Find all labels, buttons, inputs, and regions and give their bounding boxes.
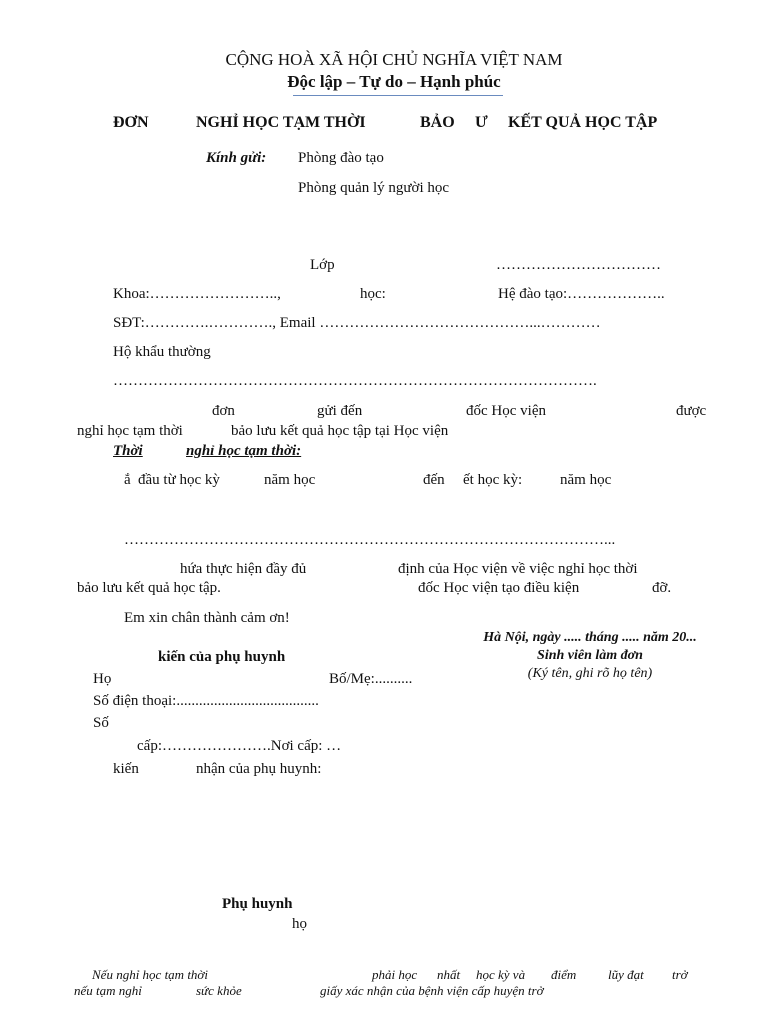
- recipient-student-affairs: Phòng quản lý người học: [298, 180, 450, 196]
- parent-opinion-label: kiến: [113, 761, 139, 777]
- signature-date: Hà Nội, ngày ..... tháng ..... năm 20...: [483, 630, 697, 645]
- promise-4: đốc Học viện tạo điều kiện: [418, 580, 580, 596]
- promise-2: định của Học viện về việc nghỉ học thời: [398, 561, 638, 577]
- recipient-label: Kính gửi:: [206, 150, 267, 166]
- parent-sign-title: Phụ huynh: [222, 896, 293, 912]
- parent-issue: cấp:………………….Nơi cấp: …: [137, 738, 342, 754]
- body-frag-don: đơn: [212, 403, 235, 419]
- body-frag-gui-den: gửi đến: [317, 403, 363, 419]
- faculty-field: Khoa:……………………..,: [113, 286, 281, 302]
- parent-id-label: Số: [93, 715, 109, 731]
- footnote-2a: nếu tạm nghỉ: [74, 983, 142, 998]
- promise-1: hứa thực hiện đầy đủ: [180, 561, 307, 577]
- time-label-2: nghỉ học tạm thời:: [186, 443, 302, 459]
- parent-sign-name: họ: [292, 916, 307, 932]
- signature-note: (Ký tên, ghi rõ họ tên): [527, 666, 653, 681]
- footnote-1d: học kỳ và: [476, 967, 526, 982]
- study-field: học:: [360, 286, 386, 302]
- program-field: Hệ đào tạo:………………..: [498, 286, 665, 302]
- body-frag-doc-hoc-vien: đốc Học viện: [466, 403, 546, 419]
- residence-label: Hộ khẩu thường: [113, 344, 211, 360]
- phone-email-field: SĐT:………….…………., Email ……………………………………...…………: [113, 315, 601, 331]
- title-nghi-hoc: NGHỈ HỌC TẠM THỜI: [196, 114, 366, 131]
- parent-opinion: nhận của phụ huynh:: [196, 761, 322, 777]
- parent-heading: kiến của phụ huynh: [158, 649, 286, 665]
- footnote-2b: sức khỏe: [196, 983, 242, 998]
- footnote-1a: Nếu nghỉ học tạm thời: [92, 967, 208, 982]
- footnote-1c: nhất: [437, 967, 461, 982]
- parent-name: Họ: [93, 671, 112, 687]
- end-label: đến: [423, 472, 445, 488]
- body-frag-bao-luu: bảo lưu kết quả học tập tại Học viện: [231, 423, 449, 439]
- footnote-1b: phải học: [372, 967, 418, 982]
- class-label: Lớp: [310, 257, 335, 273]
- start-year: năm học: [264, 472, 316, 488]
- promise-5: đỡ.: [652, 580, 672, 596]
- start-a: ắ: [124, 472, 131, 488]
- end-semester: ết học kỳ:: [463, 472, 523, 488]
- body-frag-nghi-hoc: nghỉ học tạm thời: [77, 423, 183, 439]
- time-label: Thời: [113, 443, 143, 459]
- parent-phone: Số điện thoại:......................................: [93, 693, 319, 709]
- title-ket-qua: KẾT QUẢ HỌC TẬP: [508, 114, 658, 131]
- footnote-1f: lũy đạt: [608, 967, 644, 982]
- footnote-2c: giấy xác nhận của bệnh viện cấp huyện trở: [320, 983, 544, 998]
- footnote-1e: điểm: [551, 967, 577, 982]
- body-frag-duoc: được: [676, 403, 707, 419]
- end-year: năm học: [560, 472, 612, 488]
- residence-dots: …………………………………………………………………………………….: [113, 373, 597, 389]
- start-semester: đầu từ học kỳ: [138, 472, 220, 488]
- footnote-1g: trở: [672, 967, 688, 982]
- title-bao: BẢO: [420, 114, 455, 131]
- title-don: ĐƠN: [113, 114, 149, 131]
- thanks-line: Em xin chân thành cảm ơn!: [124, 610, 290, 626]
- parent-relation: Bố/Mẹ:..........: [329, 671, 413, 687]
- country-heading: CỘNG HOÀ XÃ HỘI CHỦ NGHĨA VIỆT NAM: [225, 50, 563, 69]
- reason-dots: ……………………………………………………………………………………...: [124, 532, 616, 548]
- class-dots: ……………………………: [496, 257, 661, 273]
- promise-3: bảo lưu kết quả học tập.: [77, 580, 221, 596]
- motto-heading: Độc lập – Tự do – Hạnh phúc: [287, 72, 501, 91]
- recipient-training: Phòng đào tạo: [298, 150, 384, 166]
- signature-student: Sinh viên làm đơn: [537, 648, 643, 663]
- title-u: Ư: [475, 114, 488, 131]
- motto-underline: [293, 95, 503, 96]
